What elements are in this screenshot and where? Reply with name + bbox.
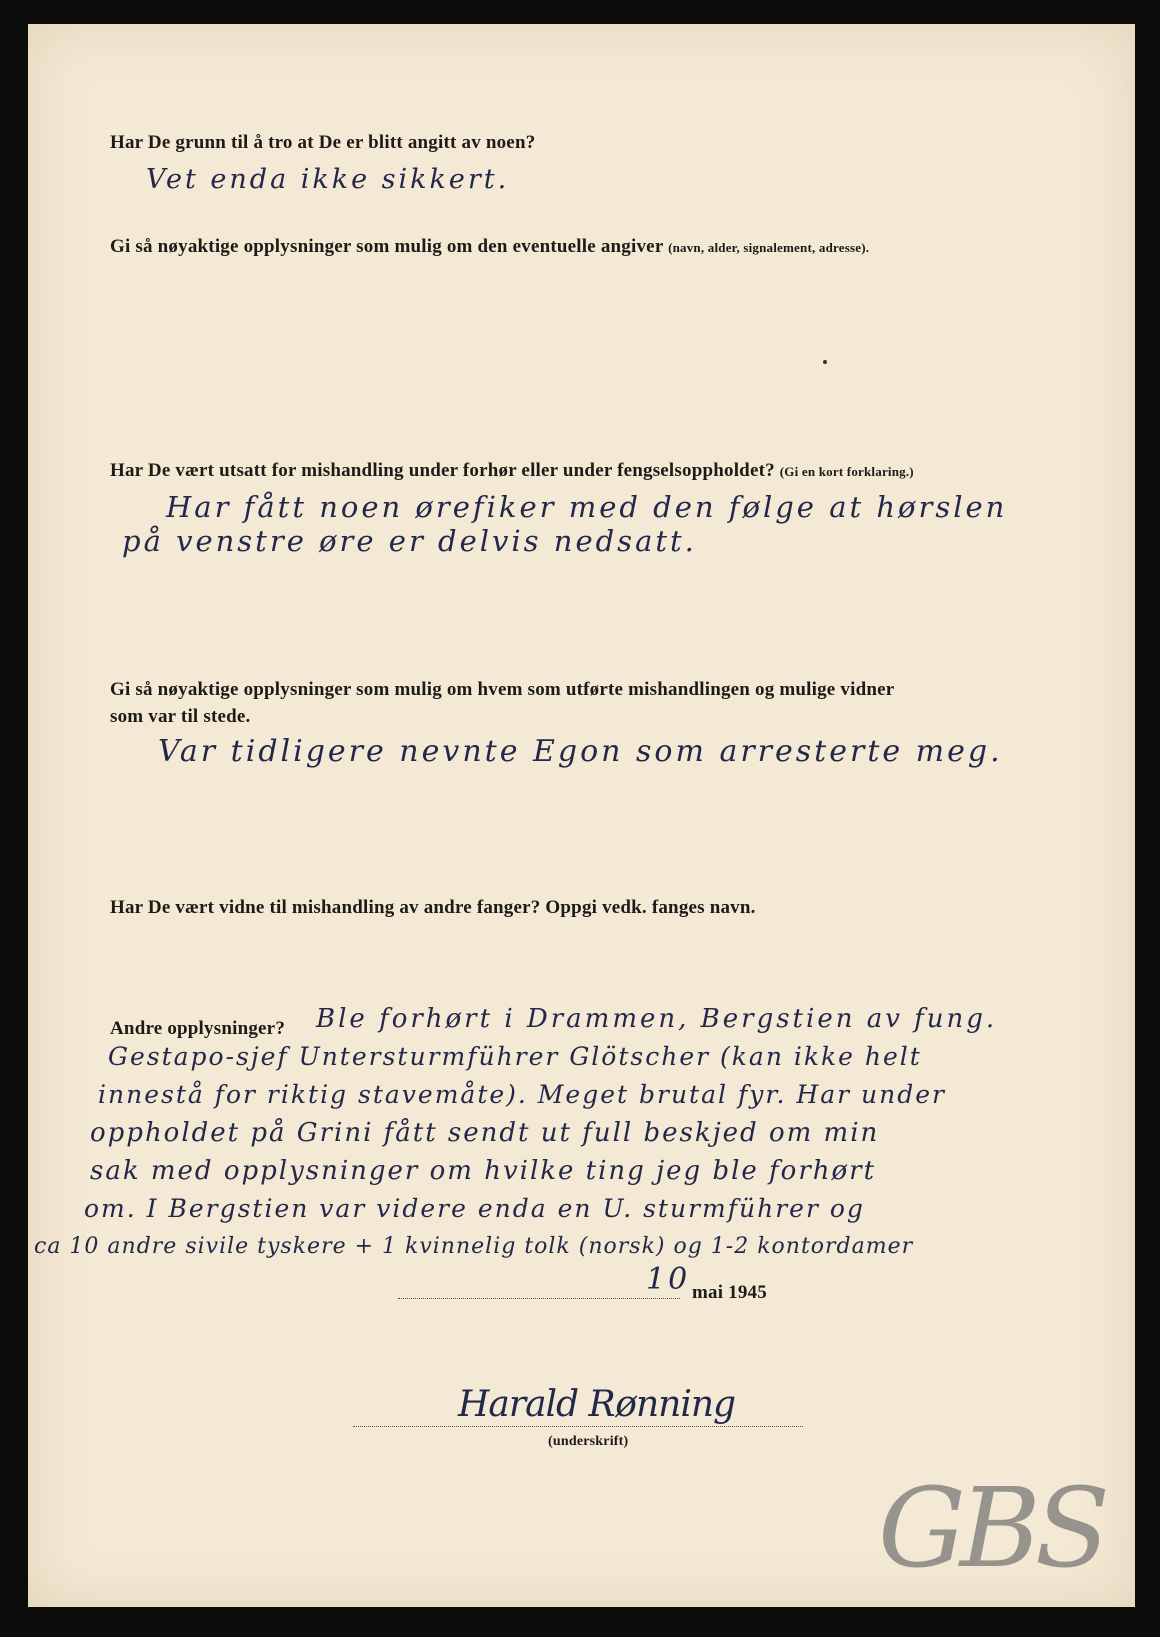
question-angiver-text: Gi så nøyaktige opplysninger som mulig om den eventuelle angiver	[110, 236, 664, 257]
answer-angitt: Vet enda ikke sikkert.	[146, 164, 510, 195]
answer-utforte: Var tidligere nevnte Egon som arresterte meg.	[158, 734, 1003, 769]
question-andre: Andre opplysninger?	[110, 1018, 286, 1039]
date-month-year: mai 1945	[692, 1282, 767, 1303]
answer-andre-line-5: sak med opplysninger om hvilke ting jeg ble forhørt	[90, 1156, 877, 1186]
question-angiver	[110, 236, 869, 258]
ink-dot	[823, 360, 827, 364]
date-day: 10	[646, 1262, 691, 1297]
question-angitt: Har De grunn til å tro at De er blitt angitt av noen?	[110, 132, 536, 153]
answer-mishandling-line-1: Har fått noen ørefiker med den følge at hørslen	[166, 490, 1008, 524]
date-line	[398, 1298, 680, 1299]
answer-andre-line-1: Ble forhørt i Drammen, Bergstien av fung.	[316, 1004, 998, 1034]
question-vidne: Har De vært vidne til mishandling av andre fanger? Oppgi vedk. fanges navn.	[110, 897, 756, 918]
signature-line	[353, 1426, 803, 1427]
question-mishandling	[110, 460, 914, 482]
answer-andre-line-7: ca 10 andre sivile tyskere + 1 kvinnelig tolk (norsk) og 1-2 kontordamer	[34, 1234, 914, 1259]
answer-mishandling-line-2: på venstre øre er delvis nedsatt.	[122, 524, 697, 558]
signature: Harald Rønning	[458, 1384, 736, 1425]
question-utforte-line-1: Gi så nøyaktige opplysninger som mulig om hvem som utførte mishandlingen og mulige vidner	[110, 679, 895, 700]
question-angiver-note: (navn, alder, signalement, adresse).	[668, 240, 870, 255]
question-utforte-line-2: som var til stede.	[110, 706, 251, 727]
answer-andre-line-4: oppholdet på Grini fått sendt ut full beskjed om min	[90, 1118, 880, 1148]
answer-andre-line-3: innestå for riktig stavemåte). Meget brutal fyr. Har under	[98, 1080, 946, 1109]
answer-andre-line-2: Gestapo-sjef Untersturmführer Glötscher (kan ikke helt	[108, 1042, 922, 1071]
signature-caption: (underskrift)	[548, 1434, 629, 1449]
question-mishandling-note: (Gi en kort forklaring.)	[779, 464, 914, 479]
question-mishandling-text: Har De vært utsatt for mishandling under forhør eller under fengselsoppholdet?	[110, 460, 775, 481]
form-page	[28, 24, 1135, 1607]
archive-mark: GBS	[878, 1464, 1105, 1592]
answer-andre-line-6: om. I Bergstien var videre enda en U. sturmführer og	[84, 1194, 865, 1223]
